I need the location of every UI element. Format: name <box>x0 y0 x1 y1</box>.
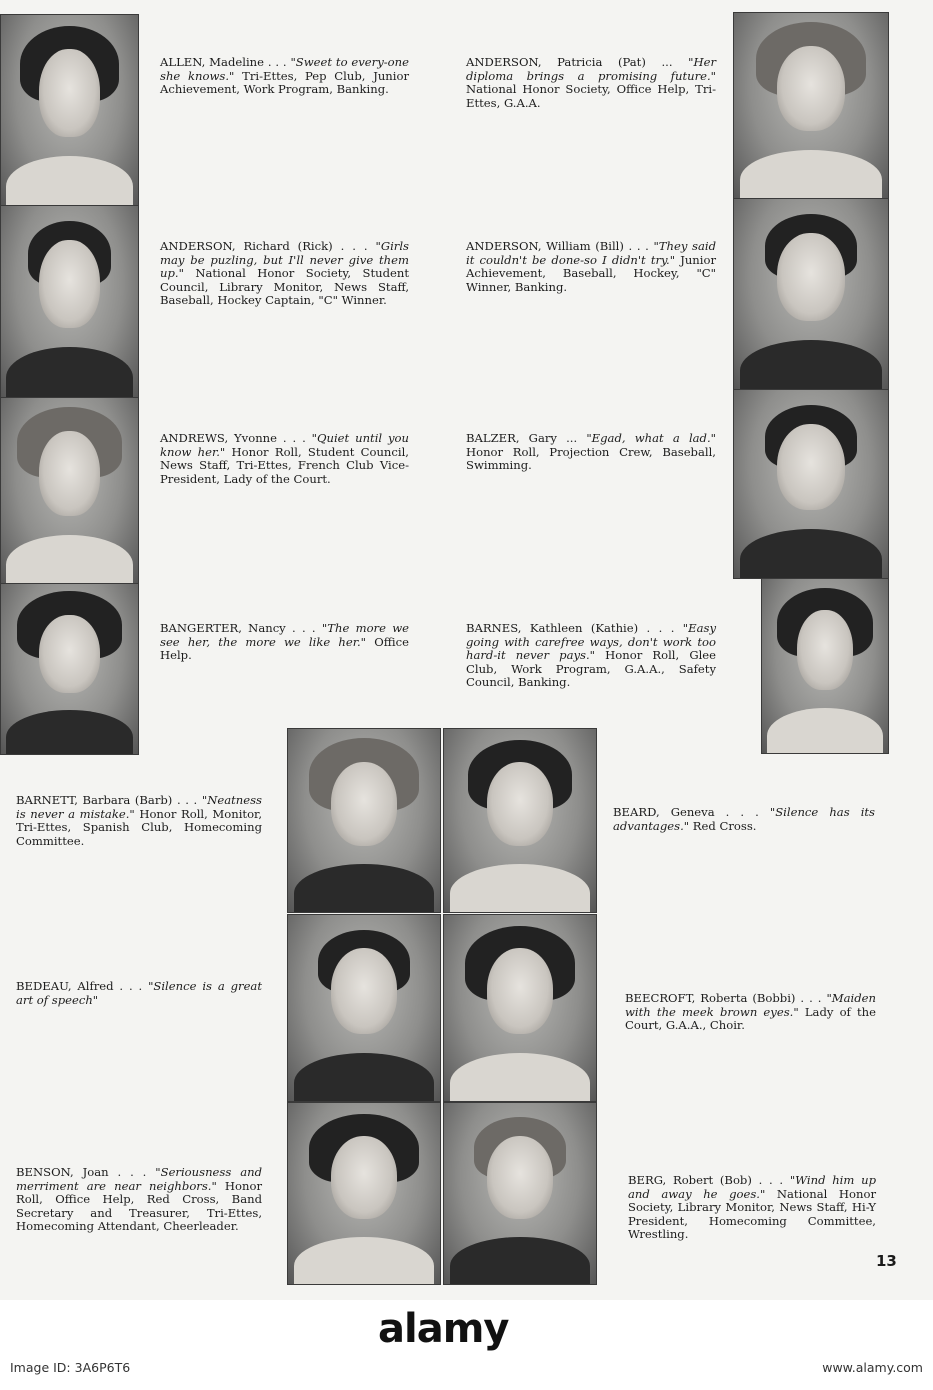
student-name: BEECROFT, Roberta (Bobbi) . . . <box>625 991 822 1005</box>
student-name: ANDERSON, William (Bill) . . . <box>466 239 649 253</box>
student-activities: Honor Roll, Projection Crew, Baseball, Swimming. <box>466 444 716 472</box>
portrait-photo-benson-joan <box>287 1102 441 1285</box>
student-entry-anderson-richard <box>160 240 409 308</box>
student-activities: National Honor Society, Library Monitor, News Staff, Hi-Y President, Homecoming Committee, Wrestling. <box>628 1186 876 1241</box>
student-activities: Honor Roll, Glee Club, Work Program, G.A.A., Safety Council, Banking. <box>466 648 717 689</box>
student-name: ANDERSON, Patricia (Pat) ... <box>466 55 673 69</box>
portrait-photo-bangerter-nancy <box>0 583 139 755</box>
student-quote: "Quiet until you know her." <box>160 431 410 459</box>
portrait-photo-barnett-barbara <box>287 728 441 913</box>
student-name: BENSON, Joan . . . <box>16 1165 147 1179</box>
portrait-photo-bedeau-alfred <box>287 914 441 1102</box>
student-name: BERG, Robert (Bob) . . . <box>628 1173 784 1187</box>
student-quote: "Sweet to every-one she knows." <box>160 55 409 83</box>
student-activities: Honor Roll, Monitor, Tri-Ettes, Spanish Club, Homecoming Committee. <box>16 806 262 848</box>
student-entry-bangerter-nancy <box>160 622 409 663</box>
site-url: www.alamy.com <box>822 1360 923 1375</box>
student-entry-berg-robert <box>628 1174 876 1242</box>
student-name: ALLEN, Madeline . . . <box>160 55 287 69</box>
student-entry-allen-madeline <box>160 56 409 97</box>
image-id-label: Image ID: 3A6P6T6 <box>10 1360 131 1375</box>
student-name: BANGERTER, Nancy . . . <box>160 621 316 635</box>
student-entry-barnett-barbara <box>16 794 262 848</box>
student-entry-benson-joan <box>16 1166 262 1234</box>
student-activities: National Honor Society, Office Help, Tri-Ettes, G.A.A. <box>466 82 716 110</box>
portrait-photo-allen-madeline <box>0 14 139 206</box>
student-activities: Red Cross. <box>692 818 757 833</box>
student-quote: "Girls may be puzling, but I'll never give them up." <box>160 239 409 280</box>
student-name: BEARD, Geneva . . . <box>613 805 759 819</box>
student-entry-anderson-patricia <box>466 56 716 110</box>
student-activities: Junior Achievement, Baseball, Hockey, "C" Winner, Banking. <box>466 252 716 294</box>
student-entry-beecroft-roberta <box>625 992 876 1033</box>
student-entry-andrews-yvonne <box>160 432 409 486</box>
portrait-photo-anderson-patricia <box>733 12 889 199</box>
student-quote: "Her diploma brings a promising future." <box>466 55 716 83</box>
student-name: BEDEAU, Alfred . . . <box>16 979 143 993</box>
student-entry-bedeau-alfred <box>16 980 262 1007</box>
student-quote: "Wind him up and away he goes." <box>628 1173 876 1201</box>
student-quote: "Seriousness and merriment are near neighbors." <box>16 1165 263 1193</box>
student-quote: "Silence has its advantages." <box>613 805 876 833</box>
student-entry-barnes-kathleen <box>466 622 716 690</box>
portrait-photo-beecroft-roberta <box>443 914 597 1102</box>
student-quote: "They said it couldn't be done-so I didn't try." <box>466 239 717 267</box>
student-activities: Office Help. <box>160 634 409 662</box>
student-activities: Lady of the Court, G.A.A., Choir. <box>625 1004 876 1032</box>
student-activities: Tri-Ettes, Pep Club, Junior Achievement, Work Program, Banking. <box>160 68 410 96</box>
student-quote: "The more we see her, the more we like her." <box>160 621 410 649</box>
student-entry-beard-geneva <box>613 806 875 833</box>
student-entry-anderson-william <box>466 240 716 294</box>
student-entry-balzer-gary <box>466 432 716 473</box>
student-quote: "Silence is a great art of speech" <box>16 979 263 1007</box>
student-quote: "Easy going with carefree ways, don't work too hard-it never pays." <box>466 621 717 662</box>
portrait-photo-balzer-gary <box>733 389 889 579</box>
portrait-photo-berg-robert <box>443 1102 597 1285</box>
portrait-photo-anderson-richard <box>0 205 139 398</box>
student-activities: Honor Roll, Student Council, News Staff, Tri-Ettes, French Club Vice-President, Lady of the Court. <box>160 444 409 486</box>
alamy-logo: alamy <box>378 1306 509 1352</box>
portrait-photo-anderson-william <box>733 198 889 390</box>
portrait-photo-barnes-kathleen <box>761 578 889 754</box>
student-name: ANDERSON, Richard (Rick) . . . <box>160 239 368 253</box>
portrait-photo-andrews-yvonne <box>0 397 139 584</box>
student-activities: Honor Roll, Office Help, Red Cross, Band Secretary and Treasurer, Tri-Ettes, Homecoming Attendant, Cheerleader. <box>16 1178 263 1233</box>
page-number: 13 <box>876 1252 897 1270</box>
student-name: BARNETT, Barbara (Barb) . . . <box>16 793 198 807</box>
student-name: BALZER, Gary ... <box>466 431 578 445</box>
portrait-photo-beard-geneva <box>443 728 597 913</box>
student-quote: "Egad, what a lad." <box>586 431 716 445</box>
student-name: BARNES, Kathleen (Kathie) . . . <box>466 621 675 635</box>
student-activities: National Honor Society, Student Council, Library Monitor, News Staff, Baseball, Hockey Captain, "C" Winner. <box>160 266 409 307</box>
student-quote: "Neatness is never a mistake." <box>16 793 263 821</box>
student-quote: "Maiden with the meek brown eyes." <box>625 991 877 1019</box>
student-name: ANDREWS, Yvonne . . . <box>160 431 306 445</box>
